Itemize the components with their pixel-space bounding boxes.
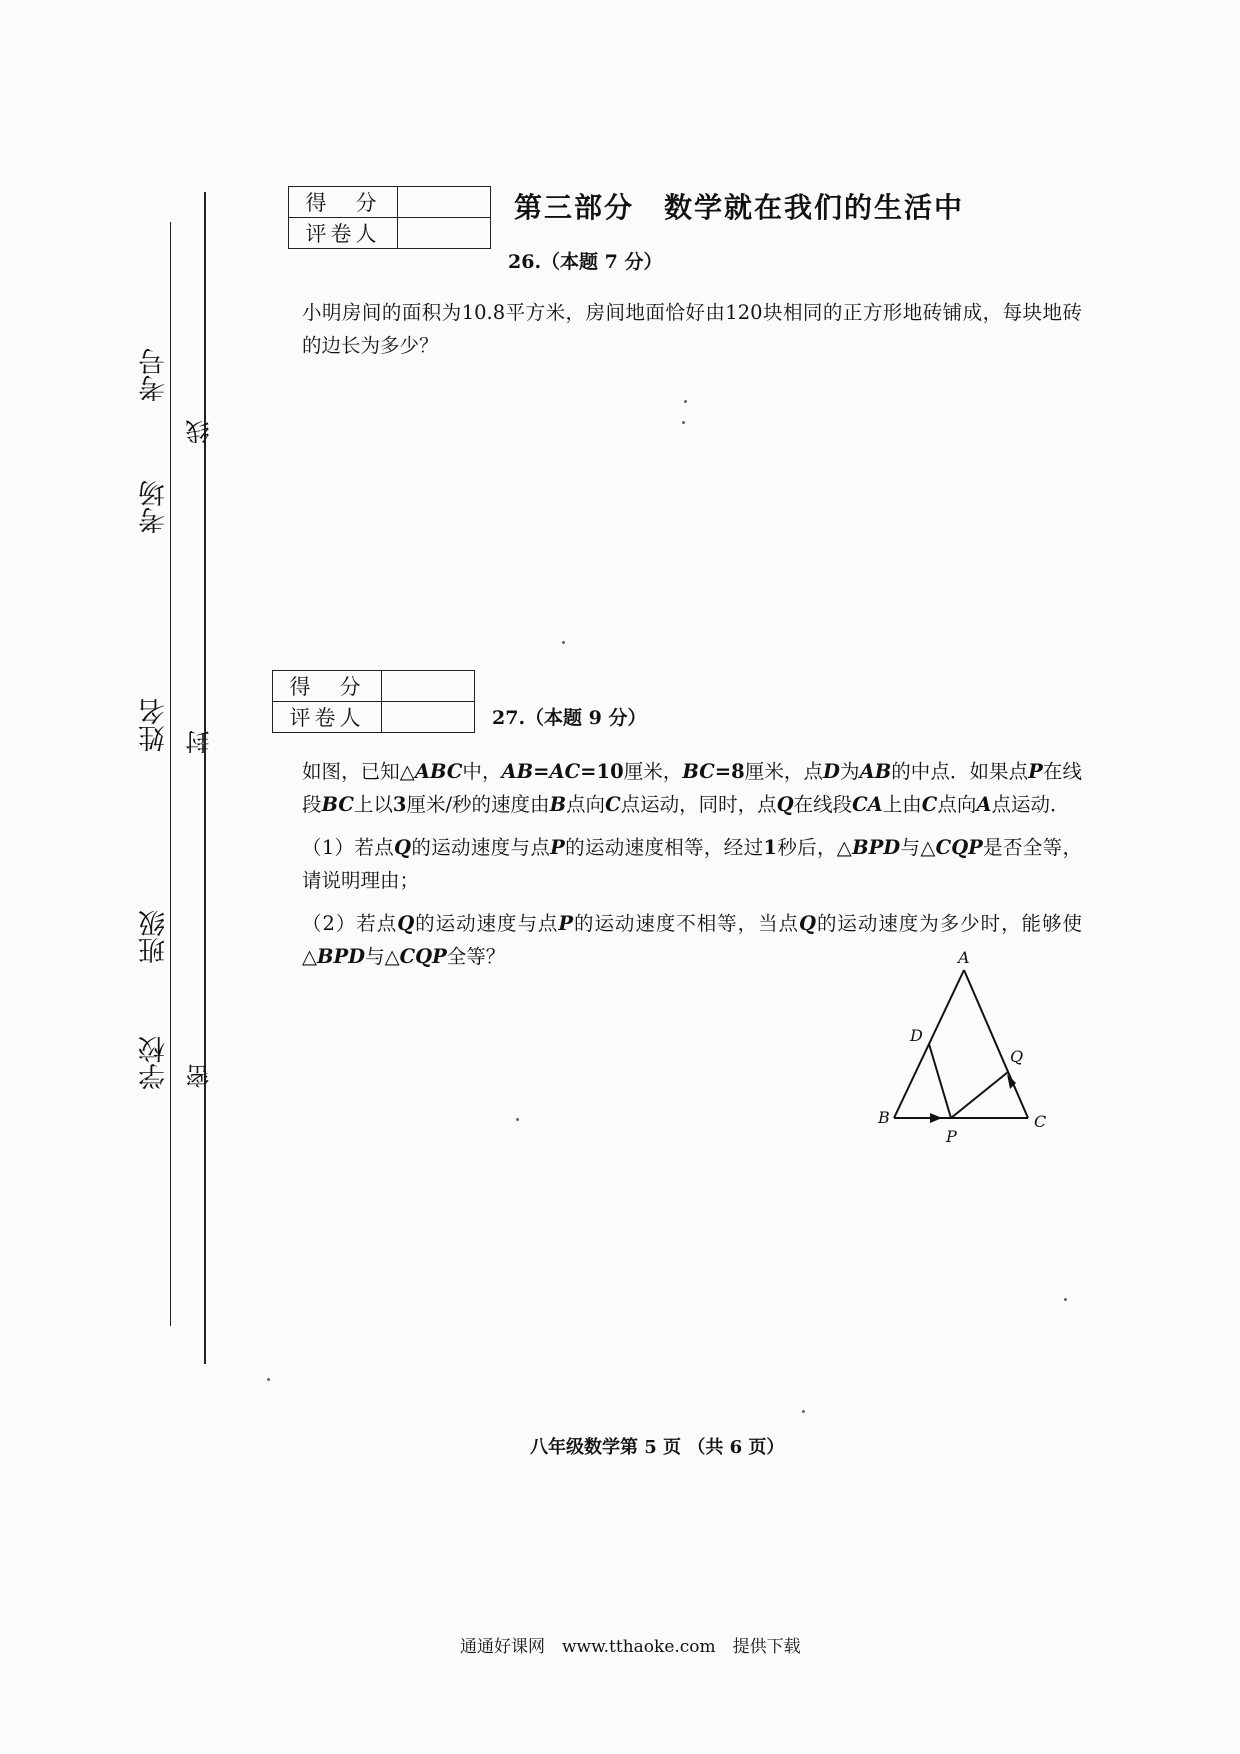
q27-part2: （2）若点Q的运动速度与点P的运动速度不相等，当点Q的运动速度为多少时，能够使△BPD与△CQP全等？ [302, 912, 1082, 968]
section-title: 第三部分 数学就在我们的生活中 [514, 191, 965, 224]
scan-speck [516, 1118, 519, 1121]
label-b: B [878, 1108, 890, 1127]
field-exam-room: 考场 [139, 480, 170, 534]
q27-heading: 27.（本题 9 分） [492, 707, 647, 729]
field-class: 班级 [139, 910, 170, 964]
arrow-bp [930, 1113, 942, 1123]
segment-ac [964, 970, 1028, 1118]
scan-speck [267, 1378, 270, 1381]
triangle-figure [850, 948, 1090, 1178]
label-q: Q [1010, 1047, 1024, 1066]
label-c: C [1034, 1112, 1047, 1131]
score-value[interactable] [382, 671, 475, 702]
q27-part1: （1）若点Q的运动速度与点P的运动速度相等，经过1秒后，△BPD与△CQP是否全等，请说明理由； [302, 836, 1082, 892]
label-d: D [910, 1026, 923, 1045]
download-credit: 通通好课网 www.tthaoke.com 提供下载 [460, 1637, 801, 1657]
segment-dp [929, 1044, 951, 1118]
scan-speck [682, 421, 685, 424]
scan-speck [684, 400, 687, 403]
score-label: 得 分 [273, 671, 382, 702]
score-label: 得 分 [289, 187, 398, 218]
field-school: 学校 [139, 1036, 170, 1090]
q27-intro: 如图，已知△ABC中，AB=AC=10厘米，BC=8厘米，点D为AB的中点．如果点P在线段BC上以3厘米/秒的速度由B点向C点运动，同时，点Q在线段CA上由C点向A点运动． [302, 760, 1082, 816]
seal-seal-mark: 封 [186, 730, 214, 754]
q27-text [262, 755, 1082, 973]
label-a: A [958, 948, 970, 967]
grader-value[interactable] [382, 702, 475, 733]
q26-text [262, 296, 1082, 362]
scan-speck [802, 1410, 805, 1413]
scan-speck [562, 641, 565, 644]
q26-body: 小明房间的面积为10.8平方米，房间地面恰好由120块相同的正方形地砖铺成，每块地砖的边长为多少？ [302, 301, 1082, 357]
label-p: P [946, 1127, 957, 1146]
grader-value[interactable] [398, 218, 491, 249]
seal-secret-mark: 密 [186, 1064, 214, 1088]
field-exam-number: 考号 [139, 348, 170, 402]
segment-pq [951, 1072, 1008, 1118]
field-underline-left [170, 222, 171, 1326]
q26-heading: 26.（本题 7 分） [508, 251, 663, 273]
field-name: 姓名 [139, 698, 170, 752]
seal-line-mark: 线 [186, 420, 214, 444]
page-footer: 八年级数学第 5 页 （共 6 页） [530, 1437, 785, 1458]
score-value[interactable] [398, 187, 491, 218]
binding-line [204, 192, 206, 1364]
grader-label: 评卷人 [273, 702, 382, 733]
scan-speck [1064, 1298, 1067, 1301]
score-box-q27 [272, 670, 475, 733]
grader-label: 评卷人 [289, 218, 398, 249]
score-box-q26 [288, 186, 491, 249]
